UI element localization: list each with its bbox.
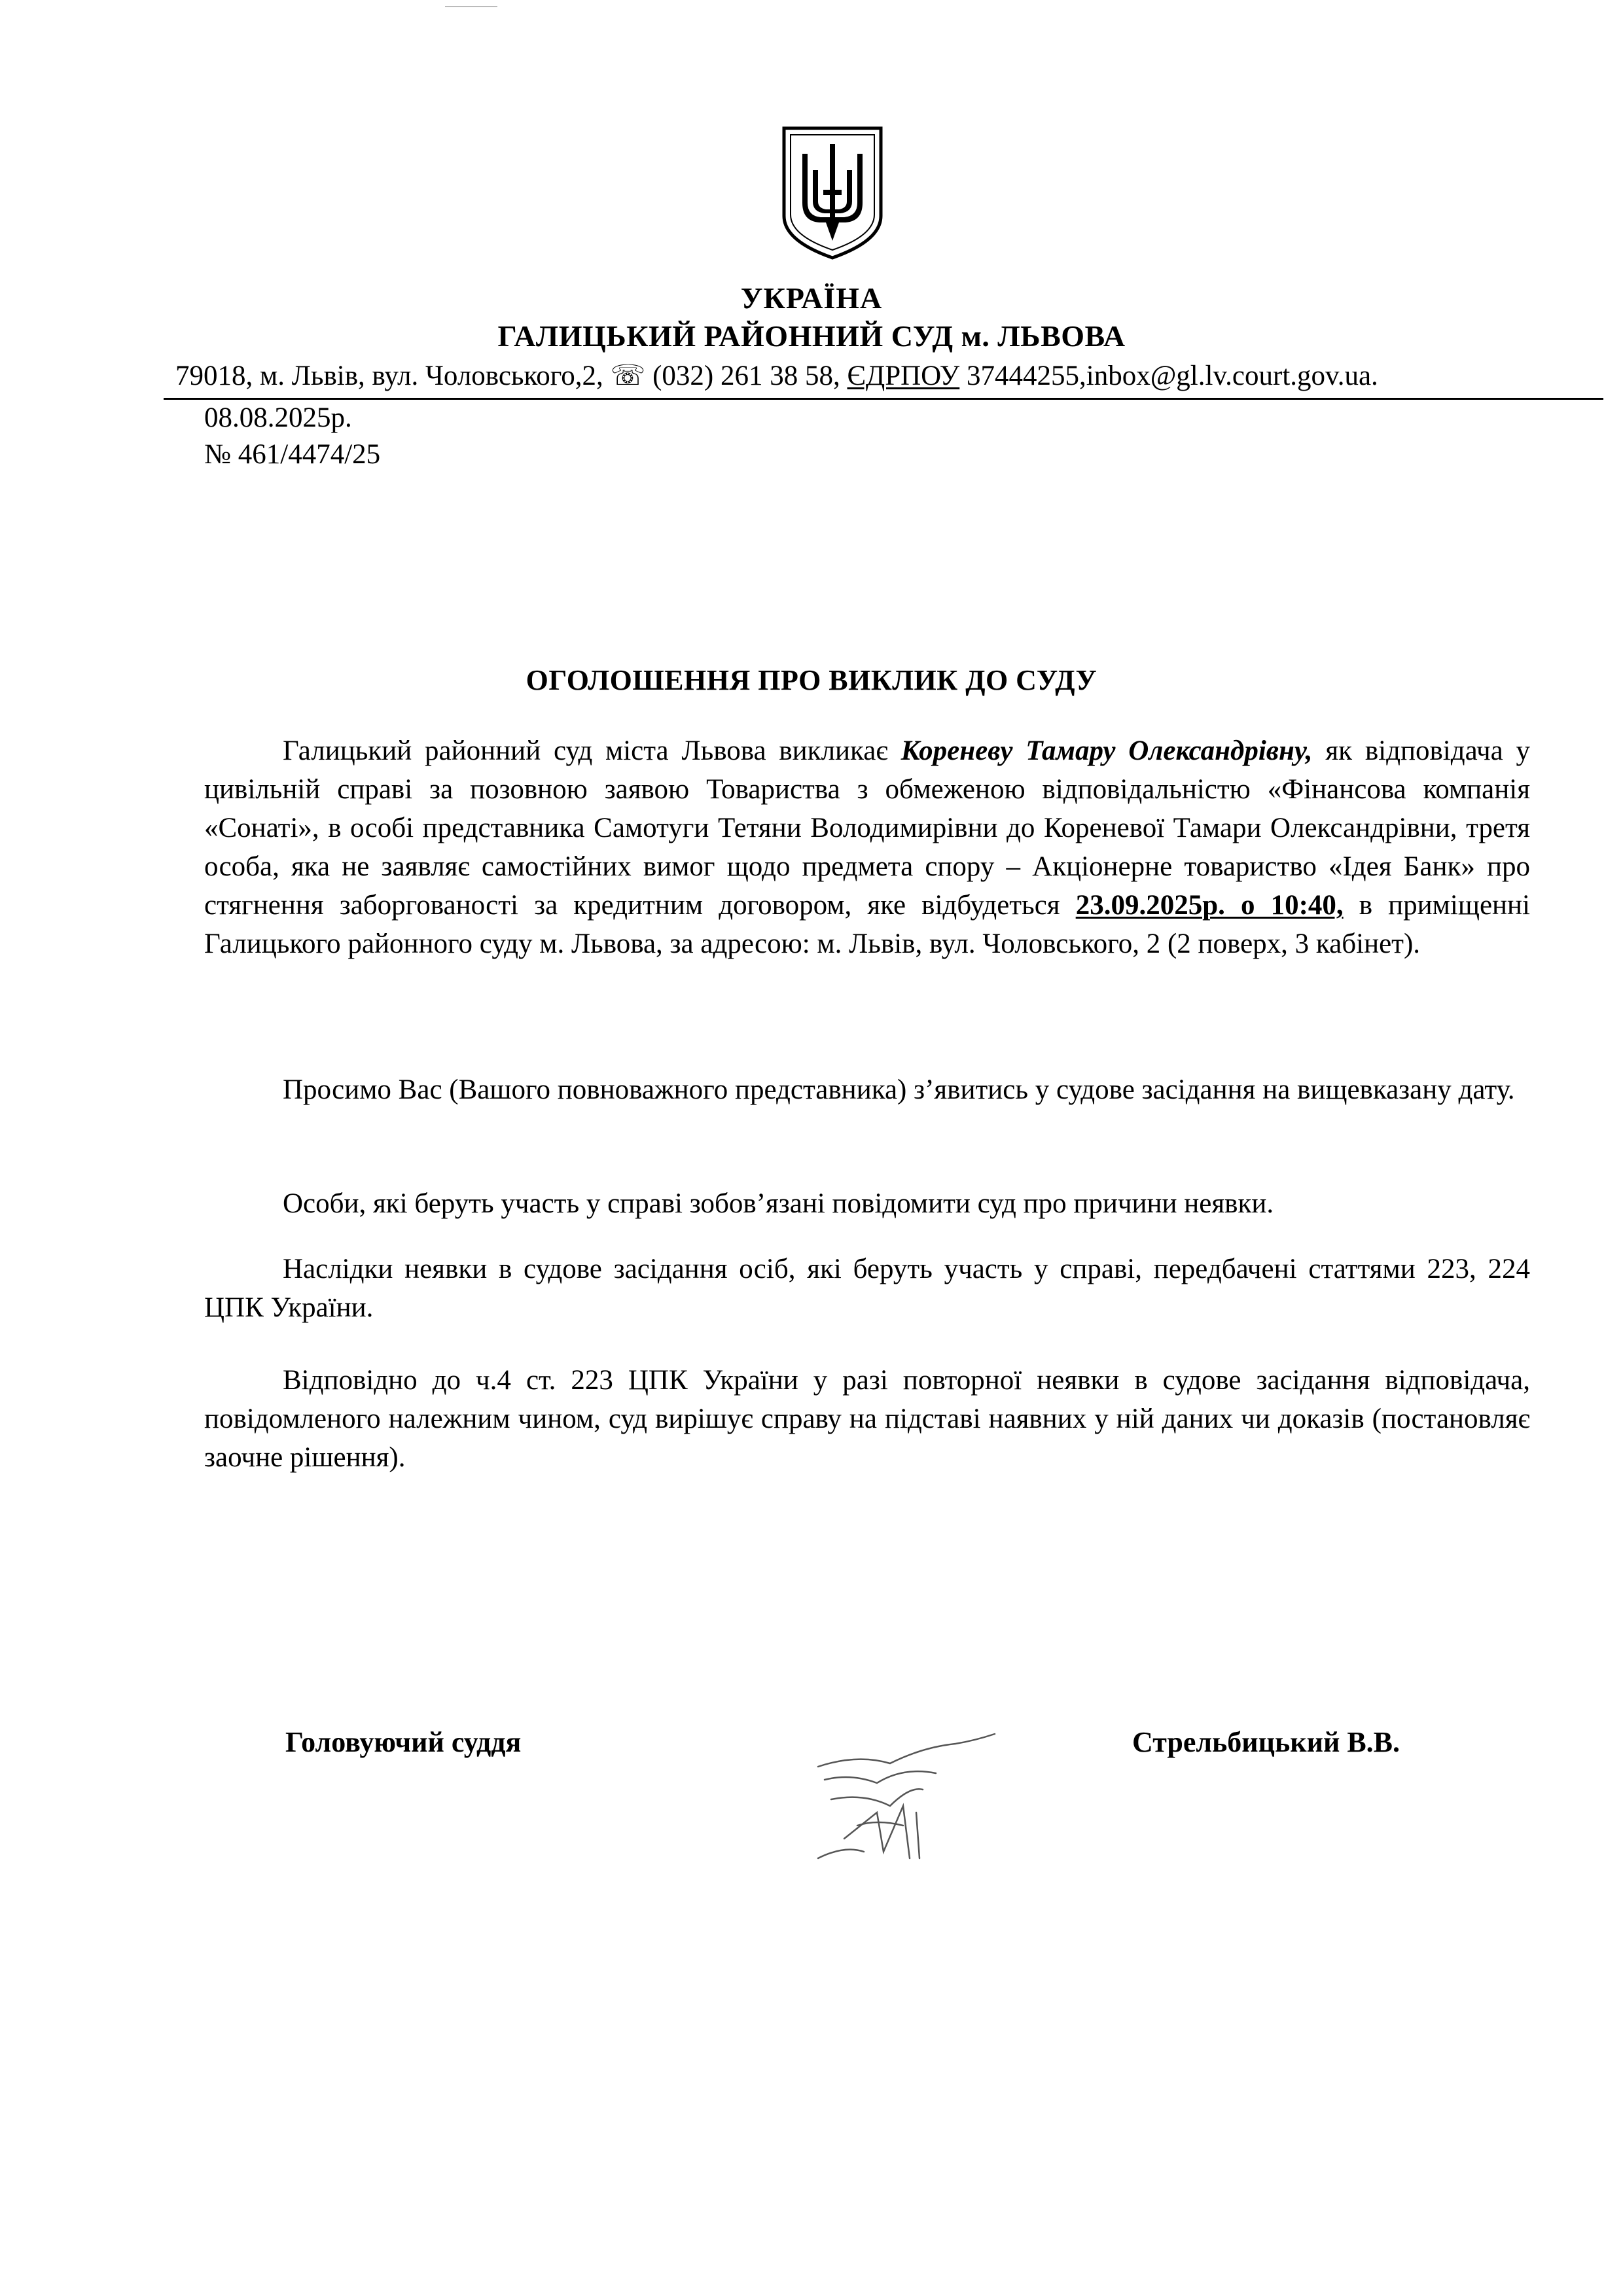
court-address: 79018, м. Львів, вул. Чоловського,2, — [175, 361, 603, 391]
obligation-text: Особи, які беруть участь у справі зобов’язані повідомити суд про причини неявки. — [283, 1188, 1274, 1219]
document-number: № 461/4474/25 — [204, 439, 381, 470]
court-code-email: 37444255,inbox@gl.lv.court.gov.ua. — [967, 361, 1378, 391]
paragraph-default-judgment — [204, 1361, 1530, 1477]
handwritten-signature — [779, 1727, 1001, 1884]
court-contacts — [175, 359, 1378, 394]
document-date: 08.08.2025р. — [204, 402, 352, 433]
summons-text-middle: як відповідача у цивільній справі за позовною заявою Товариства з обмеженою відповідальністю «Фінансова компанія «Сонаті», в особі представника Самотуги Тетяни Володимирівни до Кореневої Тамари Олександрівни, третя особа, яка не заявляє самостійних вимог щодо предмета спору – Акціонерне товариство «Ідея Банк» про стягнення заборгованості за кредитним договором, яке відбудеться — [204, 735, 1530, 921]
coat-of-arms-icon — [780, 124, 885, 262]
paragraph-request — [204, 1070, 1530, 1109]
summons-text-end: в приміщенні Галицького районного суду м. Львова, за адресою: м. Львів, вул. Чоловського, 2 (2 поверх, 3 кабінет). — [204, 890, 1531, 959]
phone-icon: ☏ — [610, 361, 646, 391]
document-title: ОГОЛОШЕННЯ ПРО ВИКЛИК ДО СУДУ — [526, 664, 1097, 696]
request-text: Просимо Вас (Вашого повноважного представника) з’явитись у судове засідання на вищевказану дату. — [283, 1074, 1515, 1105]
court-name-heading: ГАЛИЦЬКИЙ РАЙОННИЙ СУД м. ЛЬВОВА — [497, 319, 1126, 353]
presiding-judge-label: Головуючий суддя — [285, 1726, 522, 1758]
country-heading: УКРАЇНА — [740, 281, 883, 315]
scan-mark — [445, 0, 497, 4]
consequences-text: Наслідки неявки в судове засідання осіб, які беруть участь у справі, передбачені статтями 223, 224 ЦПК України. — [204, 1254, 1530, 1323]
paragraph-consequences — [204, 1250, 1530, 1327]
summons-text-start: Галицький районний суд міста Львова викликає — [283, 735, 901, 766]
paragraph-summons — [204, 732, 1530, 963]
default-judgment-text: Відповідно до ч.4 ст. 223 ЦПК України у разі повторної неявки в судове засідання відповідача, повідомленого належним чином, суд вирішує справу на підставі наявних у ній даних чи доказів (постановляє заочне рішення). — [204, 1365, 1530, 1473]
hearing-datetime: 23.09.2025р. о 10:40, — [1075, 890, 1344, 921]
court-phone: (032) 261 38 58, — [652, 361, 840, 391]
judge-name: Стрельбицький В.В. — [1132, 1726, 1400, 1758]
header-divider — [164, 398, 1603, 400]
paragraph-obligation — [204, 1184, 1530, 1223]
defendant-name: Кореневу Тамару Олександрівну, — [901, 735, 1313, 766]
edrpou-label: ЄДРПОУ — [847, 361, 960, 391]
